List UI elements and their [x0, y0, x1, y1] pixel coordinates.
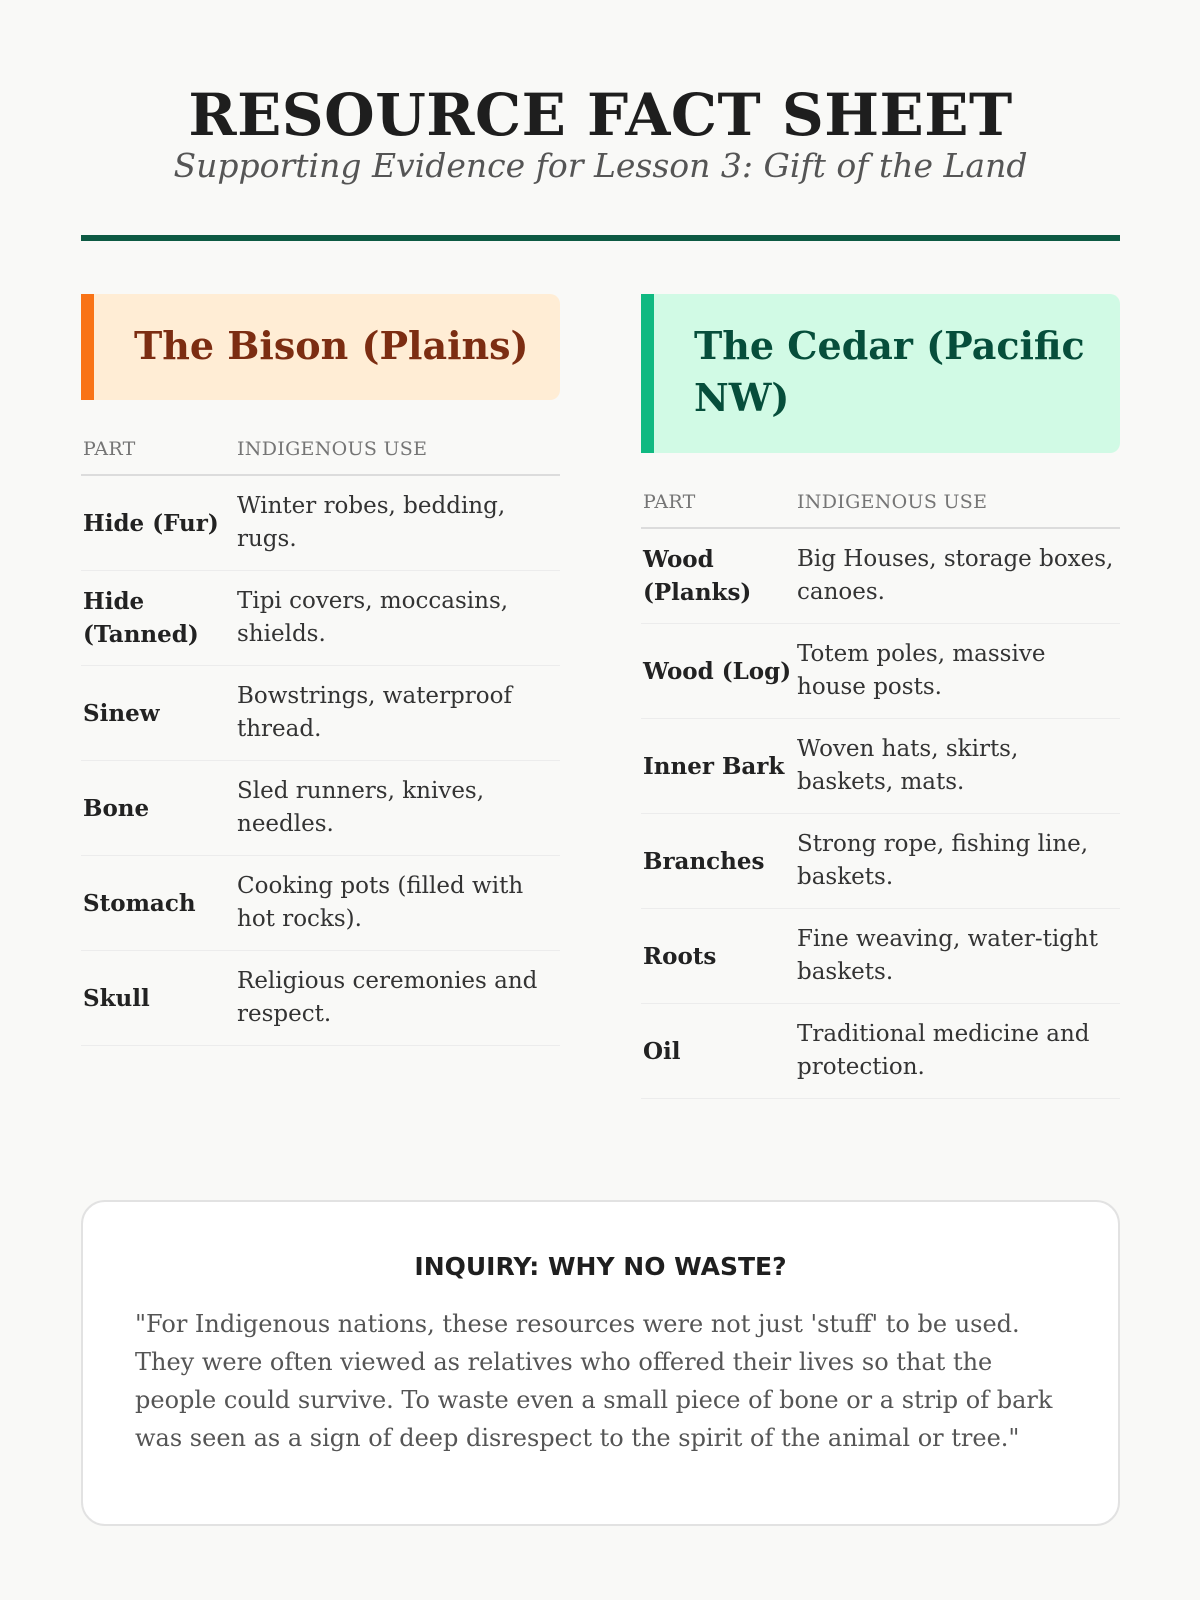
- bison-table: [81, 428, 560, 1046]
- use-cell: Totem poles, massive house posts.: [795, 624, 1120, 719]
- part-cell: Hide (Tanned): [81, 571, 235, 666]
- table-row: [641, 1004, 1120, 1099]
- use-cell: Cooking pots (filled with hot rocks).: [235, 856, 560, 951]
- table-row: [641, 909, 1120, 1004]
- use-cell: Fine weaving, water-tight baskets.: [795, 909, 1120, 1004]
- table-row: [81, 951, 560, 1046]
- part-cell: Wood (Log): [641, 624, 795, 719]
- table-row: [641, 814, 1120, 909]
- part-cell: Sinew: [81, 666, 235, 761]
- column-header-part: PART: [641, 481, 795, 528]
- use-cell: Bowstrings, waterproof thread.: [235, 666, 560, 761]
- cedar-table: [641, 481, 1120, 1099]
- part-cell: Bone: [81, 761, 235, 856]
- table-row: [641, 528, 1120, 624]
- column-header-use: INDIGENOUS USE: [795, 481, 1120, 528]
- table-row: [641, 624, 1120, 719]
- table-row: [81, 761, 560, 856]
- part-cell: Oil: [641, 1004, 795, 1099]
- table-header-row: [641, 481, 1120, 528]
- use-cell: Traditional medicine and protection.: [795, 1004, 1120, 1099]
- column-header-part: PART: [81, 428, 235, 475]
- use-cell: Woven hats, skirts, baskets, mats.: [795, 719, 1120, 814]
- part-cell: Hide (Fur): [81, 475, 235, 571]
- use-cell: Winter robes, bedding, rugs.: [235, 475, 560, 571]
- title-divider: [81, 235, 1120, 241]
- inquiry-box: [81, 1200, 1120, 1526]
- part-cell: Roots: [641, 909, 795, 1004]
- use-cell: Tipi covers, moccasins, shields.: [235, 571, 560, 666]
- cedar-header: The Cedar (Pacific NW): [641, 294, 1120, 453]
- inquiry-quote: "For Indigenous nations, these resources were not just 'stuff' to be used. They were often viewed as relatives who offered their lives so that the people could survive. To waste even a small piece of bone or a strip of bark was seen as a sign of deep disrespect to the spirit of the animal or tree.": [135, 1310, 1053, 1452]
- inquiry-title: INQUIRY: WHY NO WASTE?: [414, 1252, 787, 1281]
- part-cell: Stomach: [81, 856, 235, 951]
- column-header-use: INDIGENOUS USE: [235, 428, 560, 475]
- table-row: [81, 856, 560, 951]
- page-subtitle: Supporting Evidence for Lesson 3: Gift of the Land: [173, 146, 1028, 185]
- table-row: [81, 571, 560, 666]
- page-title: RESOURCE FACT SHEET: [188, 81, 1013, 149]
- table-row: [81, 666, 560, 761]
- part-cell: Wood (Planks): [641, 528, 795, 624]
- part-cell: Branches: [641, 814, 795, 909]
- part-cell: Inner Bark: [641, 719, 795, 814]
- bison-section: [81, 294, 560, 1046]
- table-row: [641, 719, 1120, 814]
- table-row: [81, 475, 560, 571]
- table-header-row: [81, 428, 560, 475]
- part-cell: Skull: [81, 951, 235, 1046]
- cedar-section: [641, 294, 1120, 1099]
- use-cell: Strong rope, fishing line, baskets.: [795, 814, 1120, 909]
- use-cell: Religious ceremonies and respect.: [235, 951, 560, 1046]
- use-cell: Big Houses, storage boxes, canoes.: [795, 528, 1120, 624]
- bison-header: The Bison (Plains): [81, 294, 560, 400]
- use-cell: Sled runners, knives, needles.: [235, 761, 560, 856]
